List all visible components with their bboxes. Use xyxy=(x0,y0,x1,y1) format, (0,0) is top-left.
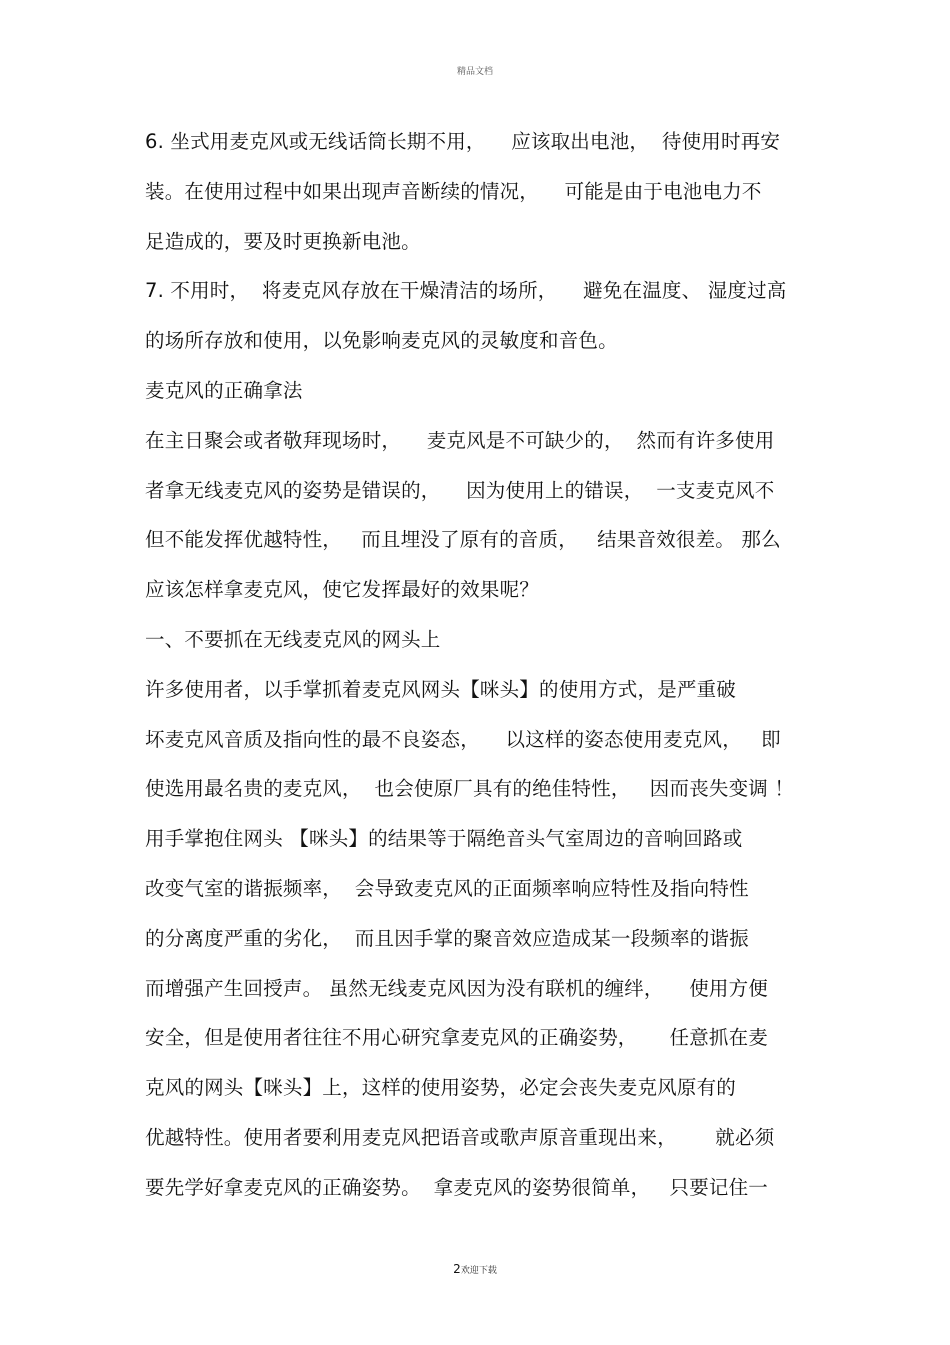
text-line: 者拿无线麦克风的姿势是错误的， 因为使用上的错误， 一支麦克风不 xyxy=(145,478,775,502)
text-line: 在主日聚会或者敬拜现场时， 麦克风是不可缺少的， 然而有许多使用 xyxy=(145,428,775,452)
text-line: 使选用最名贵的麦克风， 也会使原厂具有的绝佳特性， 因而丧失变调 ！ xyxy=(145,777,795,801)
section-heading: 麦克风的正确拿法 xyxy=(145,378,303,402)
text-line: 改变气室的谐振频率， 会导致麦克风的正面频率响应特性及指向特性 xyxy=(145,876,749,900)
page-footer xyxy=(0,1262,950,1276)
text-line: 的场所存放和使用，以免影响麦克风的灵敏度和音色。 xyxy=(145,329,618,353)
text-line: 安全，但是使用者往往不用心研究拿麦克风的正确姿势， 任意抓在麦 xyxy=(145,1026,768,1050)
text-line: 克风的网头【咪头】上，这样的使用姿势，必定会丧失麦克风原有的 xyxy=(145,1076,737,1100)
header-label: 精品文档 xyxy=(456,67,493,77)
text-line: 的分离度严重的劣化， 而且因手掌的聚音效应造成某一段频率的谐振 xyxy=(145,926,749,950)
text-line: 优越特性。使用者要利用麦克风把语音或歌声原音重现出来， 就必须 xyxy=(145,1125,775,1149)
text-line: 但不能发挥优越特性， 而且埋没了原有的音质， 结果音效很差。 那么 xyxy=(145,528,781,552)
text-line: 足造成的，要及时更换新电池。 xyxy=(145,229,421,253)
text-line: 7. 不用时， 将麦克风存放在干燥清洁的场所， 避免在温度、 湿度过高 xyxy=(145,279,787,303)
footer-label: 欢迎下载 xyxy=(460,1266,497,1276)
text-line: 应该怎样拿麦克风，使它发挥最好的效果呢？ xyxy=(145,578,540,602)
body-text xyxy=(145,124,825,1220)
page-header xyxy=(0,64,950,77)
page-number: 2 xyxy=(453,1262,461,1276)
section-heading: 一、不要抓在无线麦克风的网头上 xyxy=(145,627,441,651)
text-line: 坏麦克风音质及指向性的最不良姿态， 以这样的姿态使用麦克风， 即 xyxy=(145,727,781,751)
text-line: 6. 坐式用麦克风或无线话筒长期不用， 应该取出电池， 待使用时再安 xyxy=(145,130,781,153)
text-line: 用手掌抱住网头 【咪头】的结果等于隔绝音头气室周边的音响回路或 xyxy=(145,827,743,851)
text-line: 许多使用者，以手掌抓着麦克风网头【咪头】的使用方式，是严重破 xyxy=(145,677,737,701)
text-line: 而增强产生回授声。 虽然无线麦克风因为没有联机的缠绊， 使用方便 xyxy=(145,976,768,1000)
text-line: 要先学好拿麦克风的正确姿势。 拿麦克风的姿势很简单， 只要记住一 xyxy=(145,1175,768,1199)
text-line: 装。在使用过程中如果出现声音断续的情况， 可能是由于电池电力不 xyxy=(145,179,762,203)
